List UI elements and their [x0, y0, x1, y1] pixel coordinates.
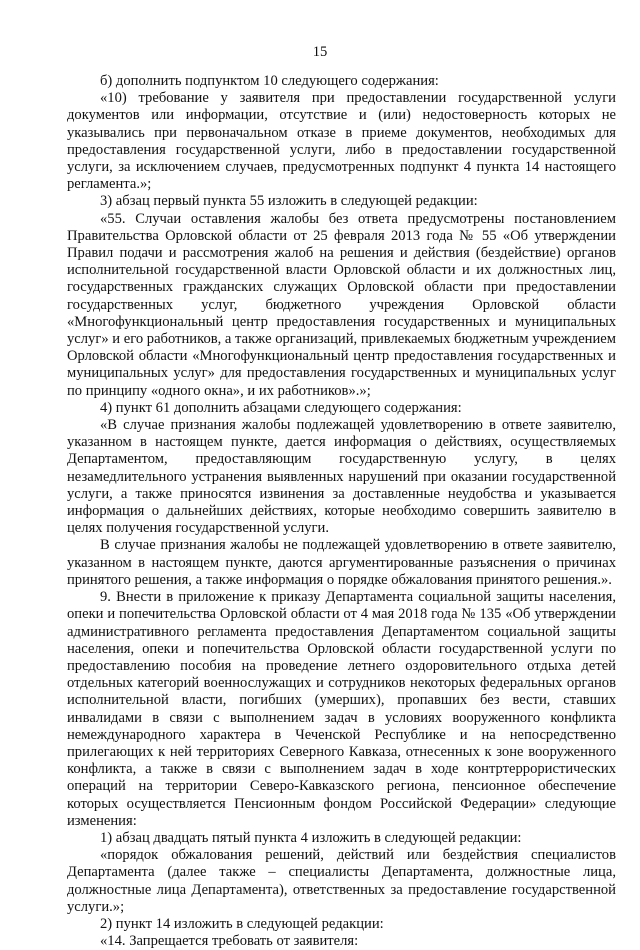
page-number: 15	[312, 44, 328, 60]
paragraph-appeal-procedure: «порядок обжалования решений, действий или бездействия специалистов Департамента (далее также – специалисты Департамента, должностные лица, должностные лица Департамента), ответственных за предоставление государственной услуги.»;	[67, 847, 616, 915]
paragraph-subitem-4: 4) пункт 61 дополнить абзацами следующего содержания:	[100, 399, 462, 416]
document-body	[67, 73, 616, 950]
paragraph-subitem-b: б) дополнить подпунктом 10 следующего содержания:	[100, 73, 439, 89]
paragraph-item-9: 9. Внести в приложение к приказу Департамента социальной защиты населения, опеки и попечительства Орловской области от 4 мая 2018 года № 135 «Об утверждении административного регламента предоставления Департаментом социальной защиты населения, опеки и попечительства Орловской области государственной услуги по предоставлению пособия на проведение летнего оздоровительного отдыха детей отдельных категорий военнослужащих и сотрудников некоторых федеральных органов исполнительной власти, погибших (умерших), пропавших без вести, ставших инвалидами в связи с выполнением задач в условиях вооруженного конфликта немеждународного характера в Чеченской Республике и на непосредственно прилегающих к ней территориях Северного Кавказа, отнесенных к зоне вооруженного конфликта, а также в связи с выполнением задач в ходе контртеррористических операций на территории Северо-Кавказского региона, пенсионное обеспечение которых осуществляется Пенсионным фондом Российской Федерации» следующие изменения:	[67, 589, 616, 829]
paragraph-change-1: 1) абзац двадцать пятый пункта 4 изложить в следующей редакции:	[100, 829, 522, 846]
paragraph-change-2: 2) пункт 14 изложить в следующей редакции:	[100, 915, 384, 932]
paragraph-complaint-rejected: В случае признания жалобы не подлежащей удовлетворению в ответе заявителю, указанном в настоящем пункте, даются аргументированные разъяснения о причинах принятого решения, а также информация о порядке обжалования принятого решения.».	[67, 537, 616, 588]
paragraph-item-55: «55. Случаи оставления жалобы без ответа предусмотрены постановлением Правительства Орловской области от 25 февраля 2013 года № 55 «Об утверждении Правил подачи и рассмотрения жалоб на решения и действия (бездействие) органов исполнительной государственной власти Орловской области и их должностных лиц, государственных гражданских служащих Орловской области при предоставлении государственных услуг, бюджетного учреждения Орловской области «Многофункциональный центр предоставления государственных и муниципальных услуг» и его работников, а также организаций, привлекаемых бюджетным учреждением Орловской области «Многофункциональный центр предоставления государственных и муниципальных услуг» для предоставления государственных и муниципальных услуг по принципу «одного окна», и их работников».»;	[67, 210, 617, 399]
paragraph-item-14: «14. Запрещается требовать от заявителя:	[100, 933, 359, 950]
paragraph-complaint-satisfied: «В случае признания жалобы подлежащей удовлетворению в ответе заявителю, указанном в настоящем пункте, дается информация о действиях, осуществляемых Департаментом, предоставляющим государственную услугу, в целях незамедлительного устранения выявленных нарушений при оказании государственной услуги, а также приносятся извинения за доставленные неудобства и указывается информация о дальнейших действиях, которые необходимо совершить заявителю в целях получения государственной услуги.	[67, 417, 616, 537]
paragraph-subitem-3: 3) абзац первый пункта 55 изложить в следующей редакции:	[100, 193, 478, 210]
paragraph-item-10: «10) требование у заявителя при предоставлении государственной услуги документов или информации, отсутствие и (или) недостоверность которых не указывались при первоначальном отказе в приеме документов, необходимых для предоставления государственной услуги, либо в предоставлении государственной услуги, за исключением случаев, предусмотренных подпункт 4 пункта 14 настоящего регламента.»;	[67, 90, 616, 193]
